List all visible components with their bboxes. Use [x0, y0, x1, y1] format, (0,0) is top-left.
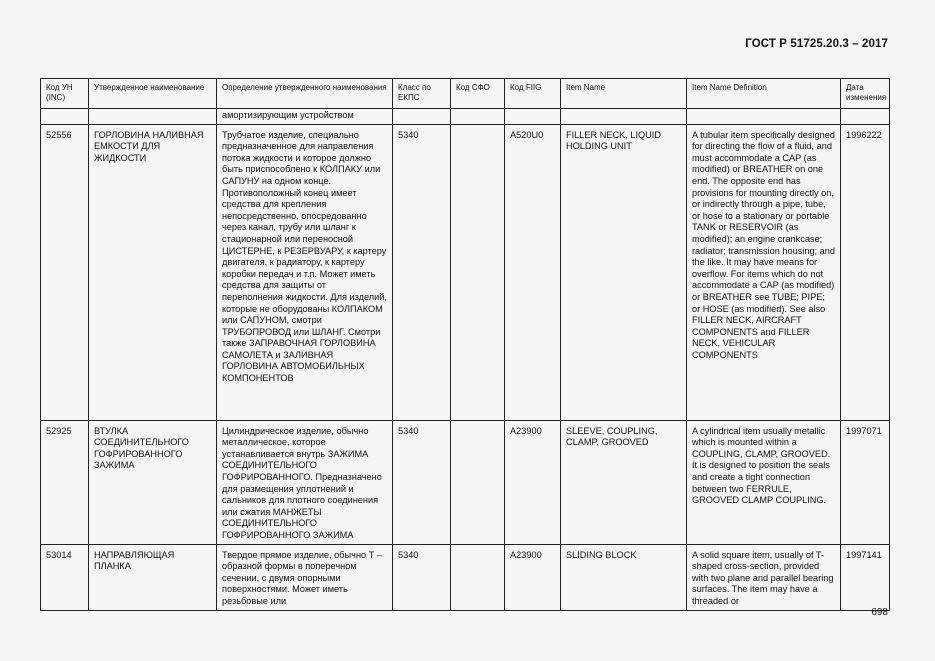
col-header-class: Класс по ЕКПС	[393, 79, 451, 109]
table-row	[41, 420, 890, 544]
col-header-name: Утвержденное наименование	[89, 79, 217, 109]
cell-fiig: A23900	[505, 544, 561, 610]
cell-definition: Трубчатое изделие, специально предназначенное для направления потока жидкости и которое должно быть приспособлено к КОЛПАКУ или САПУНУ на одном конце. Противоположный конец имеет средства для крепления непосредственно, опосредованно через канал, трубу или шланг к стационарной или переносной ЦИСТЕРНЕ, к РЕЗЕРВУАРУ, к картеру двигателя, к радиатору, к картеру коробки передач и т.п. Может иметь средства для защиты от переполнения жидкости. Для изделий, которые не оборудованы КОЛПАКОМ или САПУНОМ, смотри ТРУБОПРОВОД или ШЛАНГ. Смотри также ЗАПРАВОЧНАЯ ГОРЛОВИНА САМОЛЕТА и ЗАЛИВНАЯ ГОРЛОВИНА АВТОМОБИЛЬНЫХ КОМПОНЕНТОВ	[217, 124, 393, 420]
col-header-date: Дата изменения	[841, 79, 890, 109]
cell-sfo	[451, 544, 505, 610]
document-code: ГОСТ Р 51725.20.3 – 2017	[745, 38, 888, 50]
col-header-item-definition: Item Name Definition	[687, 79, 841, 109]
cell-sfo	[451, 420, 505, 544]
cell-definition: Твердое прямое изделие, обычно Т – образной формы в поперечном сечении, с двумя опорными поверхностями. Может иметь резьбовые или	[217, 544, 393, 610]
cell-date: 1997141	[841, 544, 890, 610]
page-number: 698	[871, 607, 888, 618]
col-header-inc: Код УН (INC)	[41, 79, 89, 109]
col-header-definition: Определение утвержденного наименования	[217, 79, 393, 109]
cell-inc: 52556	[41, 124, 89, 420]
cell-fiig: A520U0	[505, 124, 561, 420]
cell-inc: 53014	[41, 544, 89, 610]
cell-fiig: A23900	[505, 420, 561, 544]
cell-sfo	[451, 124, 505, 420]
cell-name: НАПРАВЛЯЮЩАЯ ПЛАНКА	[89, 544, 217, 610]
cell-item-definition: A cylindrical item usually metallic which is mounted within a COUPLING, CLAMP, GROOVED. It is designed to position the seals and create a tight connection between two FERRULE, GROOVED CLAMP COUPLING.	[687, 420, 841, 544]
cell-item-name: SLIDING BLOCK	[561, 544, 687, 610]
cell-definition: Цилиндрическое изделие, обычно металлическое, которое устанавливается внутрь ЗАЖИМА СОЕДИНИТЕЛЬНОГО ГОФРИРОВАННОГО. Предназначено для размещения уплотнений и сальников для плотного соединения или сжатия МАНЖЕТЫ СОЕДИНИТЕЛЬНОГО ГОФРИРОВАННОГО ЗАЖИМА	[217, 420, 393, 544]
cell-class: 5340	[393, 544, 451, 610]
header-row	[41, 79, 890, 109]
cell-name: ВТУЛКА СОЕДИНИТЕЛЬНОГО ГОФРИРОВАННОГО ЗАЖИМА	[89, 420, 217, 544]
cell-item-definition: A tubular item specifically designed for directing the flow of a fluid, and must accommodate a CAP (as modified) or BREATHER on one end. The opposite end has provisions for mounting directly on, or indirectly through a pipe, tube, or hose to a stationary or portable TANK or RESERVOIR (as modified); an engine crankcase; radiator; transmission housing; and the like. It may have means for overflow. For items which do not accommodate a CAP (as modified) or BREATHER see TUBE; PIPE; or HOSE (as modified). See also FILLER NECK, AIRCRAFT COMPONENTS and FILLER NECK, VEHICULAR COMPONENTS	[687, 124, 841, 420]
cell-date: 1997071	[841, 420, 890, 544]
cell-class: 5340	[393, 420, 451, 544]
cell-item-name: FILLER NECK, LIQUID HOLDING UNIT	[561, 124, 687, 420]
continuation-definition: амортизирующим устройством	[217, 109, 393, 125]
col-header-fiig: Код FIIG	[505, 79, 561, 109]
cell-name: ГОРЛОВИНА НАЛИВНАЯ ЕМКОСТИ ДЛЯ ЖИДКОСТИ	[89, 124, 217, 420]
col-header-item-name: Item Name	[561, 79, 687, 109]
catalog-table	[40, 78, 890, 611]
table-row	[41, 544, 890, 610]
cell-inc: 52925	[41, 420, 89, 544]
cell-item-name: SLEEVE, COUPLING, CLAMP, GROOVED	[561, 420, 687, 544]
cell-item-definition: A solid square item, usually of T-shaped cross-section, provided with two plane and parallel bearing surfaces. The item may have a threaded or	[687, 544, 841, 610]
cell-class: 5340	[393, 124, 451, 420]
col-header-sfo: Код СФО	[451, 79, 505, 109]
cell-date: 1996222	[841, 124, 890, 420]
table-row	[41, 124, 890, 420]
continuation-row	[41, 109, 890, 125]
